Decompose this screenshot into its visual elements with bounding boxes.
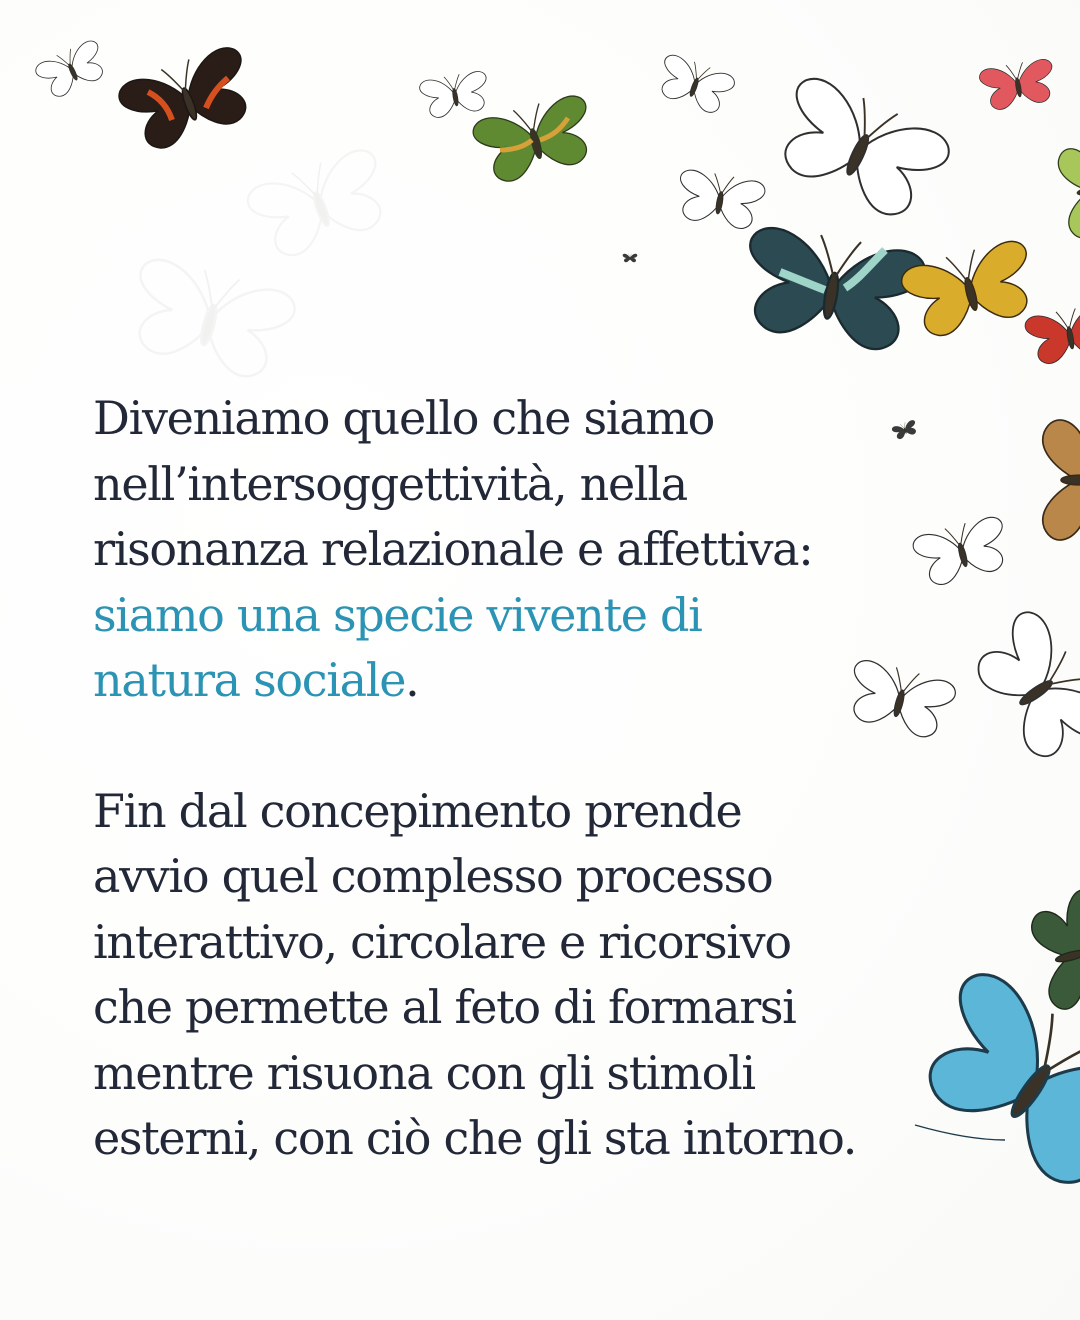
text-line: Fin dal concepimento prende: [93, 783, 742, 838]
moth-icon: [33, 38, 110, 102]
text-line: mentre risuona con gli stimoli: [93, 1045, 755, 1100]
butterfly-icon: [1054, 130, 1080, 249]
text-line: [93, 583, 893, 649]
text-line: che permette al feto di formarsi: [93, 980, 796, 1034]
text-line: interattivo, circolare e ricorsivo: [93, 914, 791, 969]
butterfly-icon: [674, 168, 767, 232]
text-line: [93, 648, 893, 714]
body-text: [93, 386, 893, 1172]
highlight-text: siamo una specie vivente di: [93, 587, 702, 642]
moth-icon: [978, 57, 1058, 112]
text-line: nell’intersoggettività, nella: [93, 456, 687, 511]
butterfly-icon: [418, 70, 491, 120]
moth-icon: [1043, 407, 1080, 554]
text-line: Diveniamo quello che siamo: [93, 391, 715, 445]
butterfly-icon: [736, 223, 928, 355]
paragraph-conception: [93, 779, 893, 1172]
moth-icon: [653, 52, 736, 117]
highlight-text: natura sociale: [93, 653, 406, 707]
text-line: esterni, con ciò che gli sta intorno.: [93, 1111, 857, 1165]
text-line: avvio quel complesso processo: [93, 849, 773, 903]
moth-icon: [898, 237, 1041, 342]
paragraph-intersubjectivity: [93, 386, 893, 714]
moth-icon: [1024, 303, 1080, 367]
closing-punctuation: .: [405, 653, 419, 707]
moth-icon: [470, 92, 600, 187]
butterfly-icon: [1025, 887, 1080, 1023]
butterfly-icon: [765, 71, 955, 228]
butterfly-icon: [115, 43, 261, 157]
text-line: risonanza relazionale e affettiva:: [93, 522, 813, 576]
